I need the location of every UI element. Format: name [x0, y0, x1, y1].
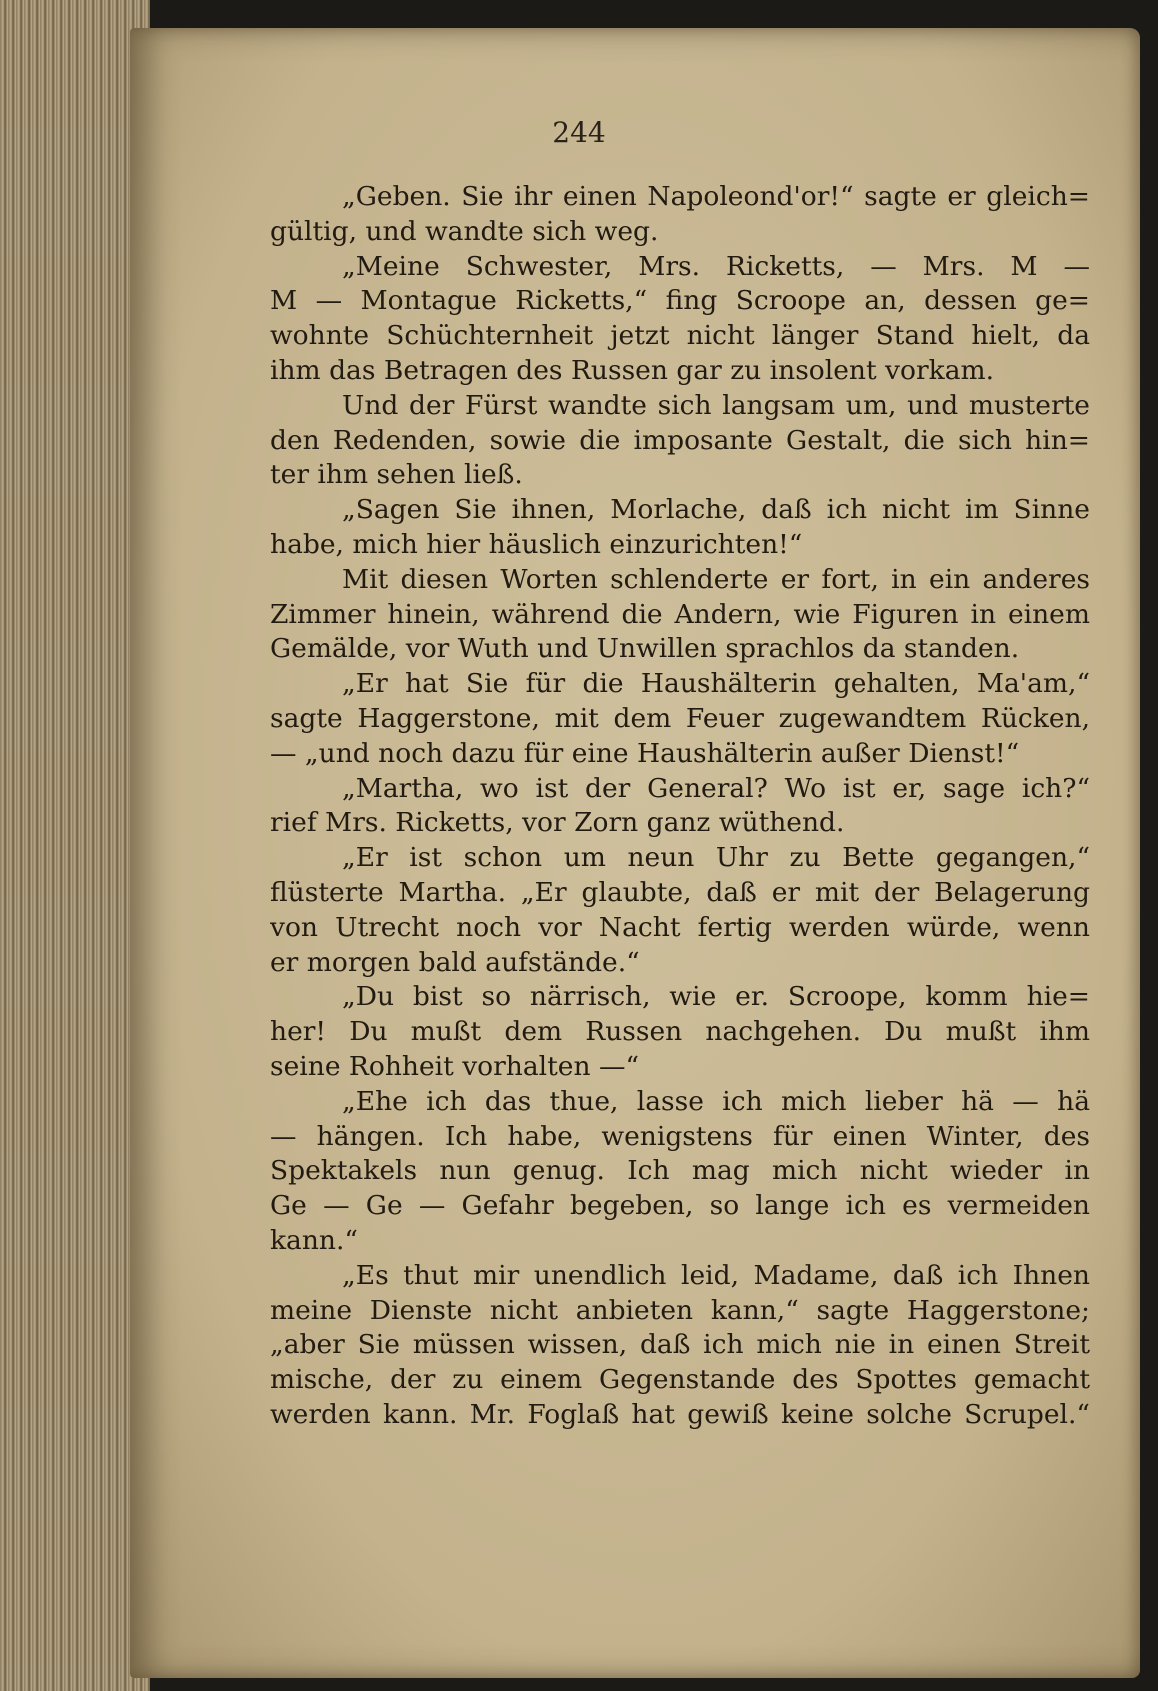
- text-line: werden kann. Mr. Foglaß hat gewiß keine solche Scrupel.“: [270, 1398, 1090, 1430]
- text-line: „Du bist so närrisch, wie er. Scroope, komm hie=: [342, 981, 1090, 1013]
- text-line: gültig, und wandte sich weg.: [270, 215, 659, 247]
- text-line: meine Dienste nicht anbieten kann,“ sagte Haggerstone;: [270, 1294, 1090, 1326]
- text-line: „Meine Schwester, Mrs. Ricketts, — Mrs. M —: [342, 250, 1090, 282]
- text-line: Ge — Ge — Gefahr begeben, so lange ich es vermeiden: [270, 1190, 1090, 1222]
- text-line: Und der Fürst wandte sich langsam um, und musterte: [342, 389, 1090, 421]
- text-line: „Ehe ich das thue, lasse ich mich lieber hä — hä: [342, 1085, 1090, 1117]
- text-line: „Martha, wo ist der General? Wo ist er, sage ich?“: [342, 772, 1090, 804]
- text-line: „Er ist schon um neun Uhr zu Bette gegangen,“: [342, 842, 1090, 874]
- body-text: [270, 180, 1090, 1433]
- text-line: rief Mrs. Ricketts, vor Zorn ganz wüthend.: [270, 807, 845, 839]
- text-line: Mit diesen Worten schlenderte er fort, in ein anderes: [342, 563, 1090, 595]
- text-line: „Geben. Sie ihr einen Napoleond'or!“ sagte er gleich=: [342, 181, 1090, 212]
- text-line: den Redenden, sowie die imposante Gestalt, die sich hin=: [270, 424, 1090, 456]
- text-line: „aber Sie müssen wissen, daß ich mich nie in einen Streit: [270, 1329, 1090, 1361]
- text-line: — hängen. Ich habe, wenigstens für einen Winter, des: [270, 1120, 1090, 1152]
- text-line: von Utrecht noch vor Nacht fertig werden würde, wenn: [270, 911, 1090, 943]
- page-number: 244: [552, 116, 606, 149]
- text-line: „Sagen Sie ihnen, Morlache, daß ich nicht im Sinne: [342, 494, 1090, 526]
- text-line: Zimmer hinein, während die Andern, wie Figuren in einem: [270, 598, 1090, 630]
- text-line: mische, der zu einem Gegenstande des Spottes gemacht: [270, 1364, 1090, 1396]
- text-line: M — Montague Ricketts,“ fing Scroope an, dessen ge=: [270, 285, 1090, 317]
- text-line: ter ihm sehen ließ.: [270, 459, 523, 491]
- text-line: „Er hat Sie für die Haushälterin gehalten, Ma'am,“: [342, 668, 1090, 700]
- text-line: Spektakels nun genug. Ich mag mich nicht wieder in: [270, 1155, 1090, 1187]
- text-line: er morgen bald aufstände.“: [270, 946, 640, 978]
- text-line: — „und noch dazu für eine Haushälterin außer Dienst!“: [270, 737, 1020, 769]
- text-line: kann.“: [270, 1224, 358, 1256]
- text-line: ihm das Betragen des Russen gar zu insolent vorkam.: [270, 354, 995, 386]
- text-line: habe, mich hier häuslich einzurichten!“: [270, 528, 803, 560]
- text-line: „Es thut mir unendlich leid, Madame, daß ich Ihnen: [342, 1259, 1090, 1291]
- book-page-edges: [0, 0, 150, 1691]
- text-line: sagte Haggerstone, mit dem Feuer zugewandtem Rücken,: [270, 702, 1090, 734]
- text-line: wohnte Schüchternheit jetzt nicht länger Stand hielt, da: [270, 320, 1090, 352]
- text-line: seine Rohheit vorhalten —“: [270, 1050, 640, 1082]
- text-line: Gemälde, vor Wuth und Unwillen sprachlos da standen.: [270, 633, 1020, 665]
- text-line: flüsterte Martha. „Er glaubte, daß er mit der Belagerung: [270, 876, 1090, 908]
- text-line: her! Du mußt dem Russen nachgehen. Du mußt ihm: [270, 1016, 1090, 1048]
